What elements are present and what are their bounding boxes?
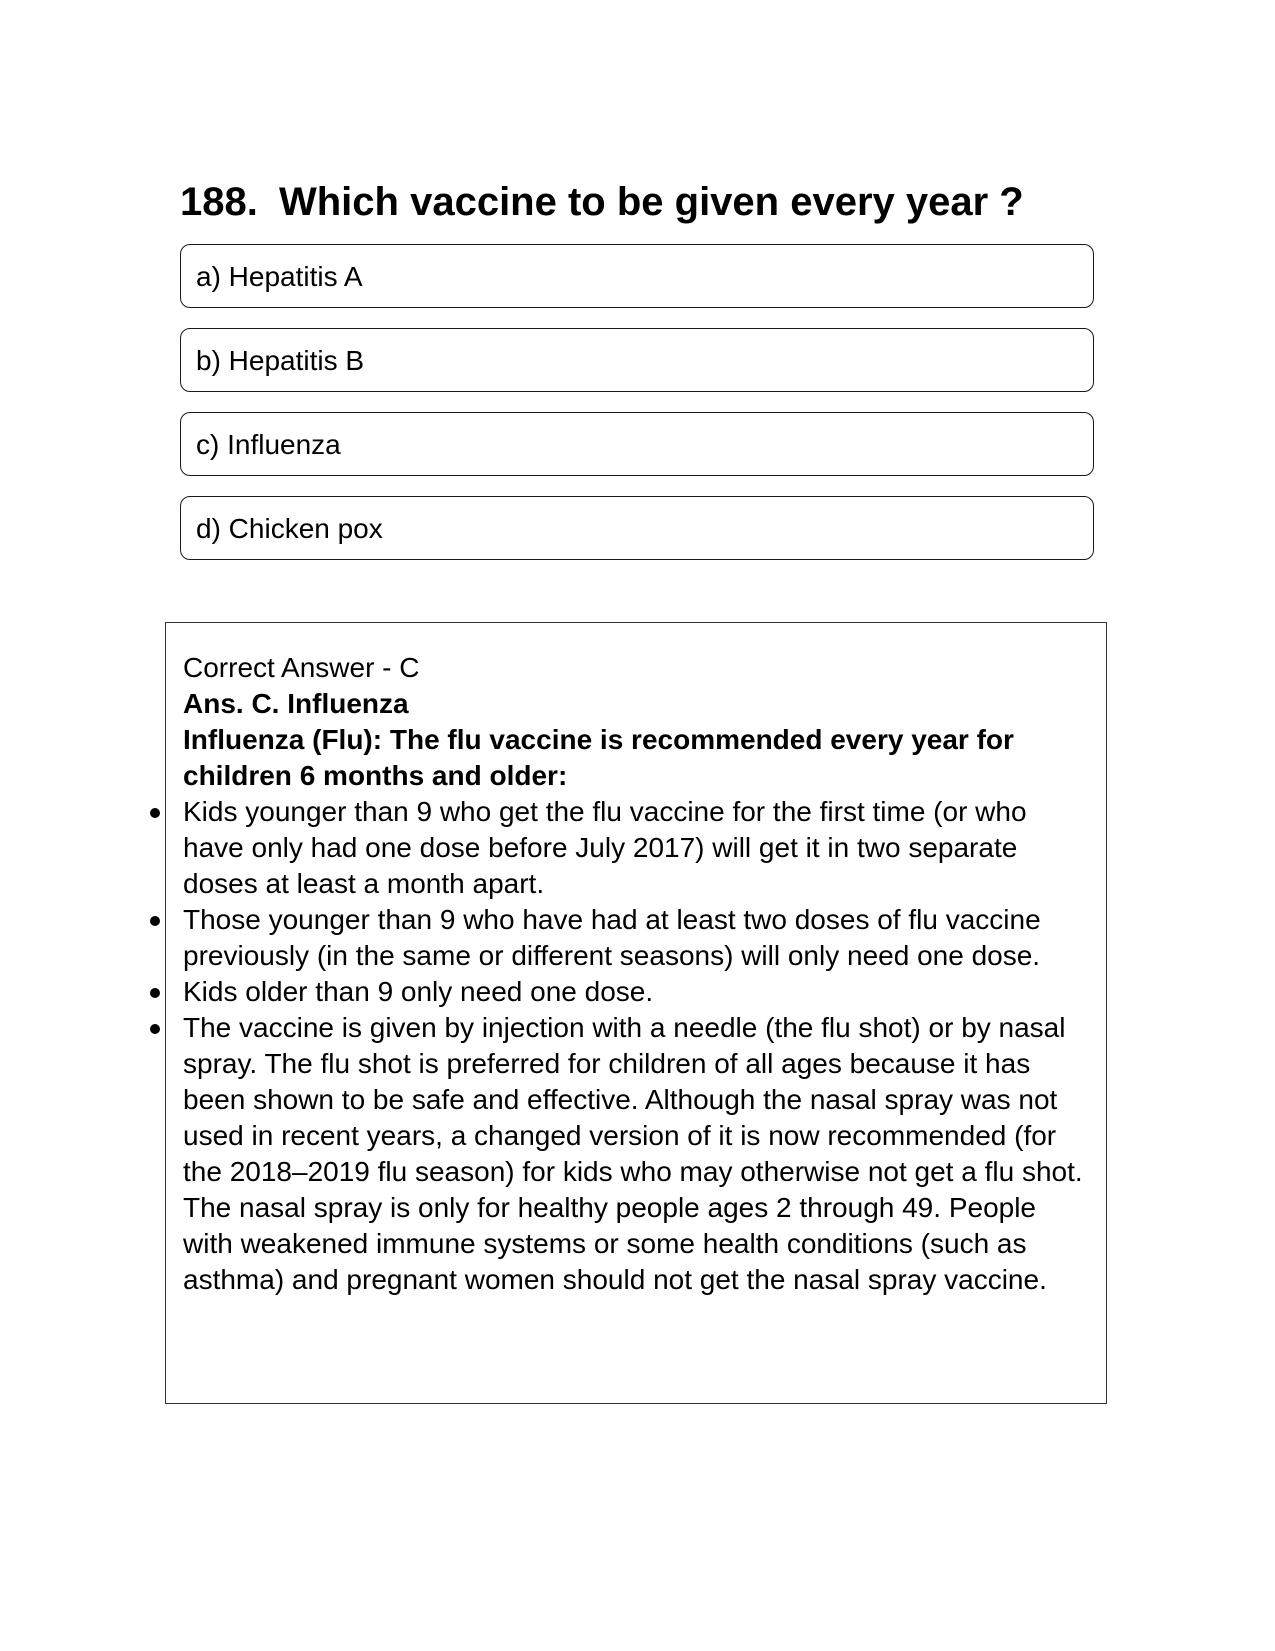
question-number: 188.	[180, 180, 258, 224]
bullet-dot-icon	[150, 808, 160, 818]
bullet-item	[183, 1010, 1093, 1298]
question-heading	[180, 176, 1080, 228]
correct-answer-line: Correct Answer - C	[183, 652, 420, 683]
question-text: Which vaccine to be given every year ?	[278, 180, 1024, 224]
bullet-text: Those younger than 9 who have had at least two doses of flu vaccine previously (in the same or different seasons) will only need one dose.	[183, 904, 1041, 971]
bullet-text: Kids younger than 9 who get the flu vaccine for the first time (or who have only had one dose before July 2017) will get it in two separate doses at least a month apart.	[183, 796, 1027, 899]
answer-content	[183, 650, 1093, 1298]
option-d[interactable]: d) Chicken pox	[180, 496, 1094, 560]
bullet-item	[183, 794, 1093, 902]
bullet-item	[183, 974, 1093, 1010]
bullet-dot-icon	[150, 916, 160, 926]
answer-title: Ans. C. Influenza	[183, 688, 409, 719]
bullet-item	[183, 902, 1093, 974]
option-c[interactable]: c) Influenza	[180, 412, 1094, 476]
bullet-dot-icon	[150, 988, 160, 998]
bullet-text: The vaccine is given by injection with a needle (the flu shot) or by nasal spray. The flu shot is preferred for children of all ages because it has been shown to be safe and effective. Although the nasal spray was not used in recent years, a changed version of it is now recommended (for the 2018–2019 flu season) for kids who may otherwise not get a flu shot. The nasal spray is only for healthy people ages 2 through 49. People with weakened immune systems or some health conditions (such as asthma) and pregnant women should not get the nasal spray vaccine.	[183, 1012, 1083, 1295]
explanation-bullet-list	[183, 794, 1093, 1298]
option-a[interactable]: a) Hepatitis A	[180, 244, 1094, 308]
option-b[interactable]: b) Hepatitis B	[180, 328, 1094, 392]
bullet-dot-icon	[150, 1024, 160, 1034]
explanation-heading: Influenza (Flu): The flu vaccine is recommended every year for children 6 months and older:	[183, 724, 1014, 791]
answer-explanation-box	[165, 622, 1107, 1404]
bullet-text: Kids older than 9 only need one dose.	[183, 976, 654, 1007]
